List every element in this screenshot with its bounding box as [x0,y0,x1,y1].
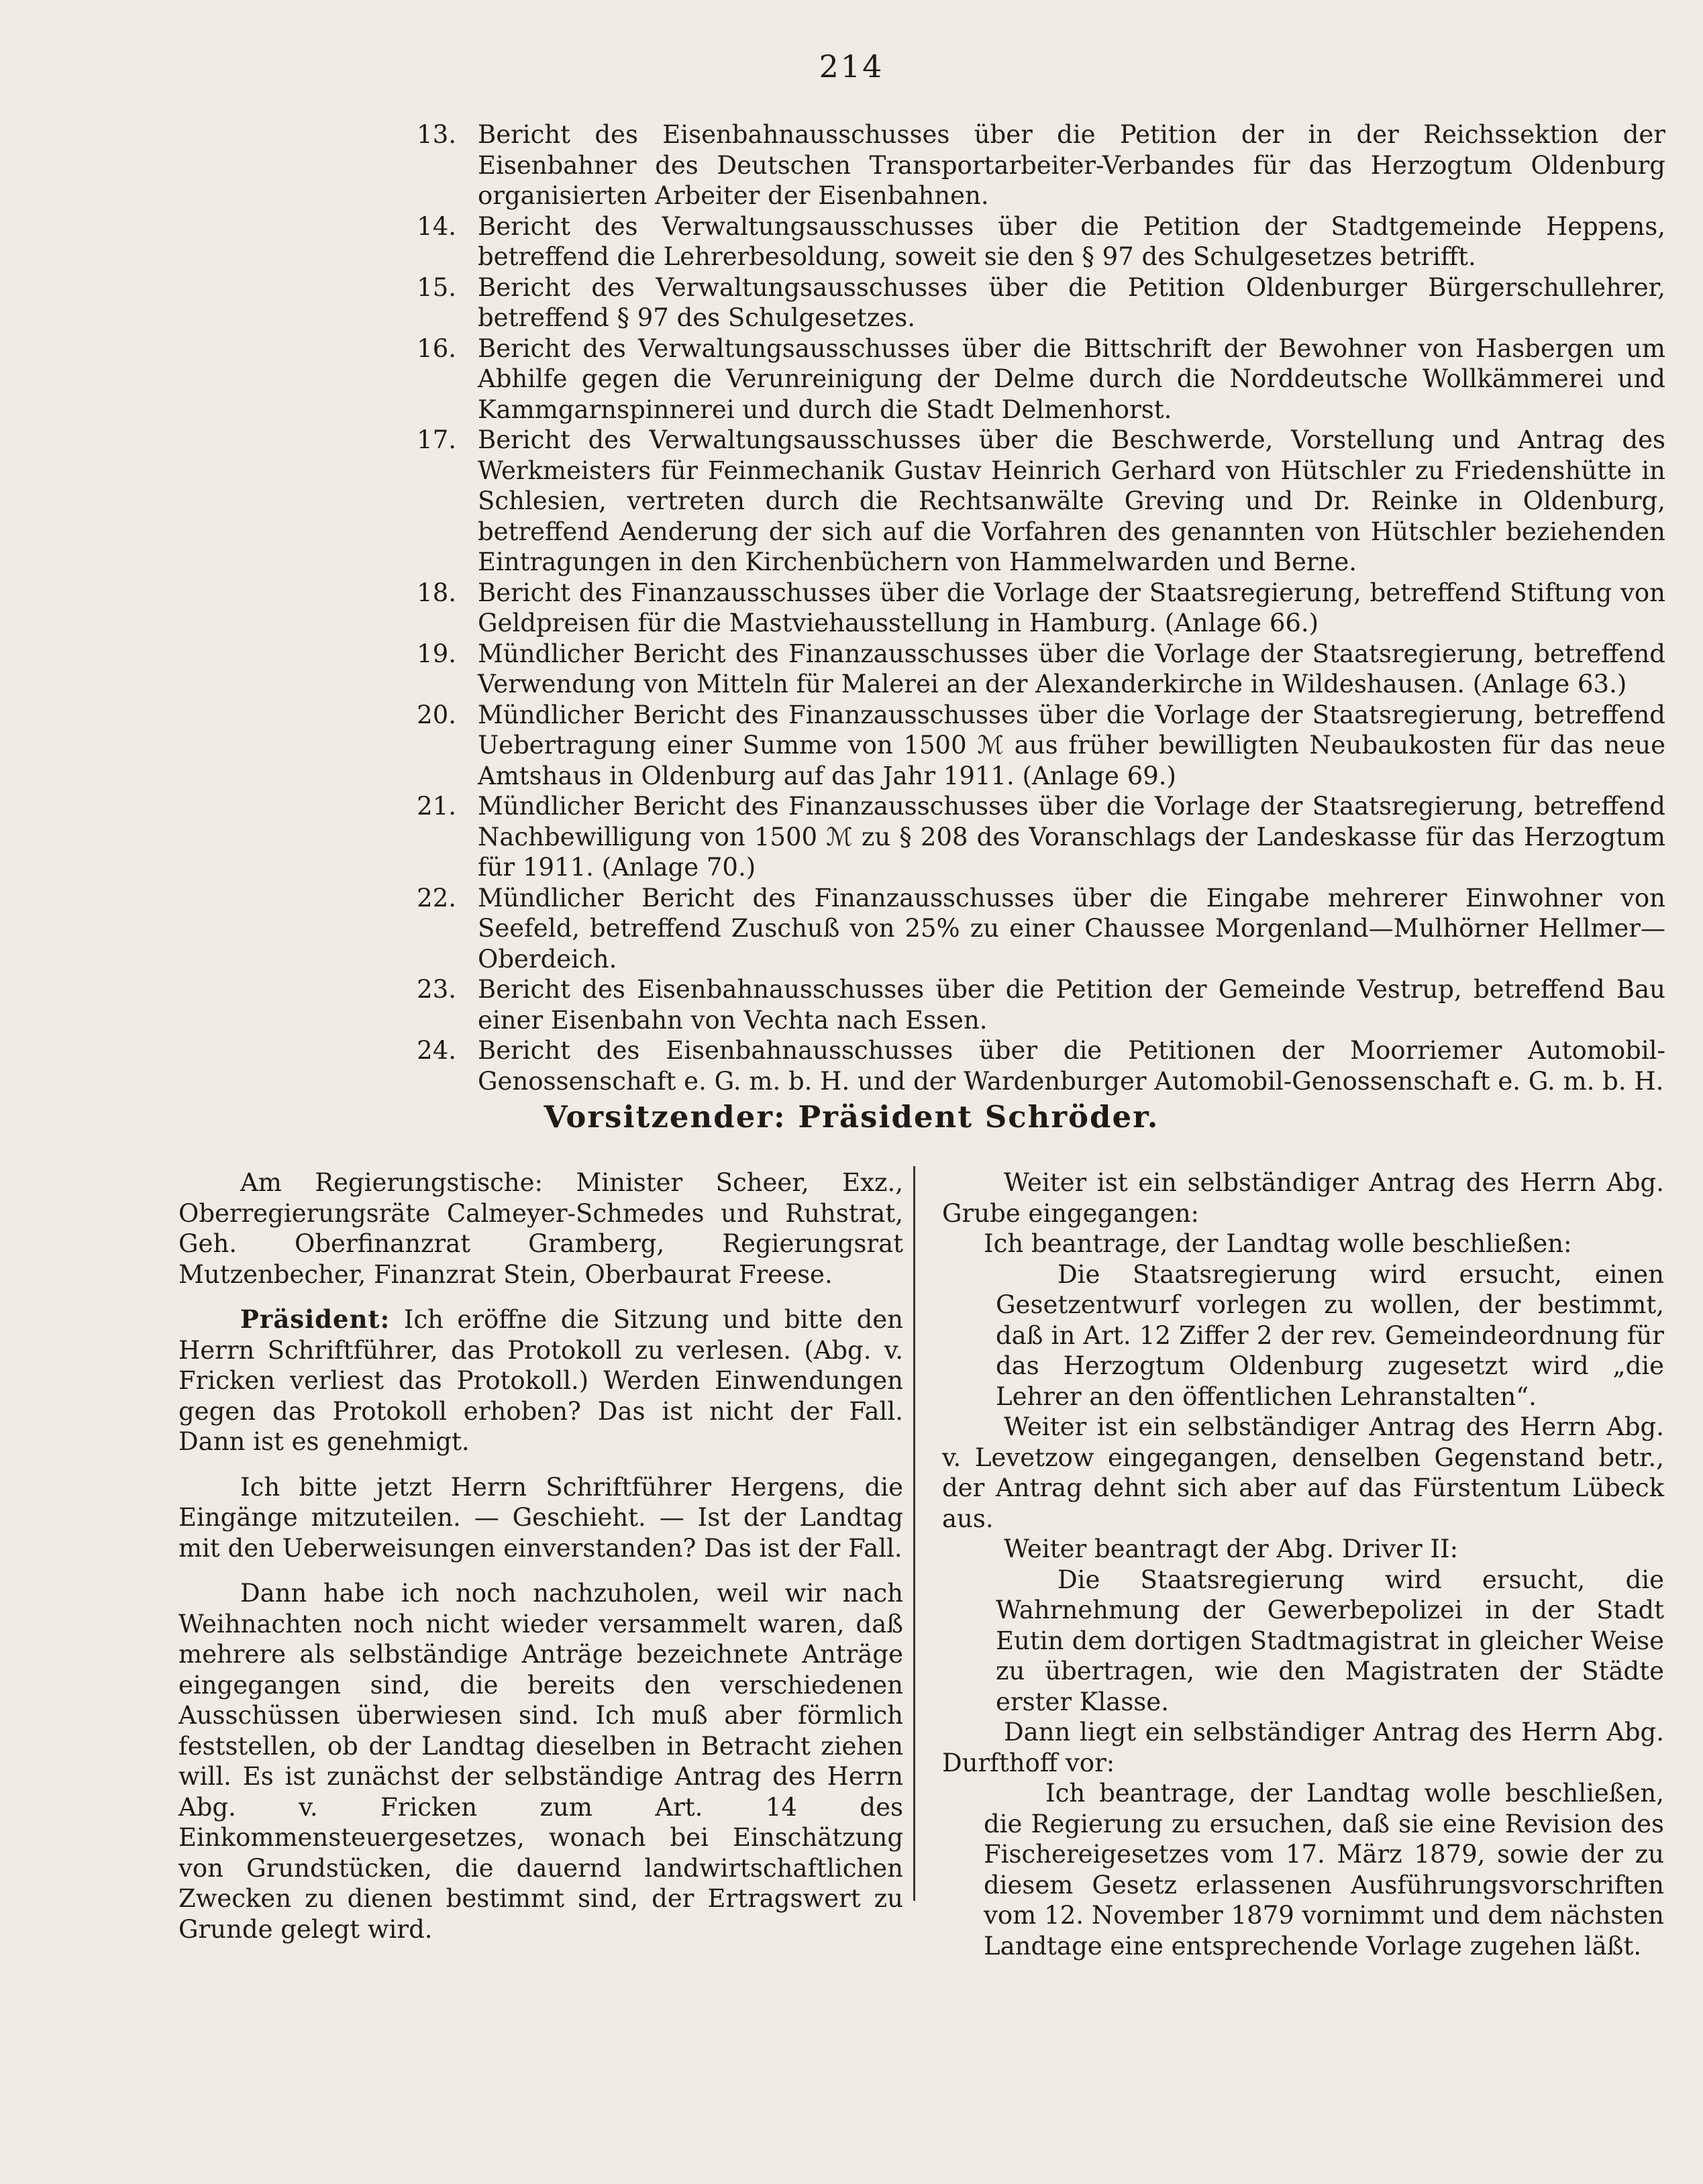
agenda-item [403,639,1665,700]
president-opening-text: Ich eröffne die Sitzung und bitte den Herrn Schriftführer, das Protokoll zu verlesen. (Abg. v. Fricken verliest das Protokoll.) Werden Einwendungen gegen das Protokoll erhoben? Das ist nicht der Fall. Dann ist es genehmigt. [178,1305,903,1456]
page-number: 214 [819,48,884,85]
agenda-item-number: 20. [417,700,456,729]
agenda-item-text: Bericht des Verwaltungsausschusses über die Bittschrift der Bewohner von Hasbergen um Abhilfe gegen die Verunreinigung der Delme durch die Norddeutsche Wollkämmerei und Kammgarnspinnerei und durch die Stadt Delmenhorst. [478,333,1665,424]
agenda-item [403,211,1665,272]
agenda-item-text: Bericht des Eisenbahnausschusses über die Petition der Gemeinde Vestrup, betreffend Bau einer Eisenbahn von Vechta nach Essen. [478,975,1665,1035]
agenda-item-text: Mündlicher Bericht des Finanzausschusses über die Vorlage der Staatsregierung, betreffend Uebertragung einer Summe von 1500 ℳ aus früher bewilligten Neubaukosten für das neue Amtshaus in Oldenburg auf das Jahr 1911. (Anlage 69.) [478,700,1665,790]
grube-motion-paragraph: Weiter ist ein selbständiger Antrag des Herrn Abg. Grube eingegangen: [942,1168,1664,1228]
left-column [178,1167,903,1959]
chair-heading: Vorsitzender: Präsident Schröder. [544,1099,1159,1135]
agenda-item-number: 24. [417,1036,456,1065]
agenda-item-number: 21. [417,792,456,821]
president-opening-paragraph [178,1304,903,1457]
agenda-item-text: Bericht des Eisenbahnausschusses über die Petition der in der Reichssektion der Eisenbahner des Deutschen Transportarbeiter-Verbandes für das Herzogtum Oldenburg organisierten Arbeiter der Eisenbahnen. [478,120,1665,210]
motions-paragraph: Dann habe ich noch nachzuholen, weil wir nach Weihnachten noch nicht wieder versammelt waren, daß mehrere als selbständige Anträge bezeichnete Anträge eingegangen sind, die bereits den verschiedenen Ausschüssen überwiesen sind. Ich muß aber förmlich feststellen, ob der Landtag dieselben in Betracht ziehen will. Es ist zunächst der selbständige Antrag des Herrn Abg. v. Fricken zum Art. 14 des Einkommensteuergesetzes, wonach bei Einschätzung von Grundstücken, die dauernd landwirtschaftlichen Zwecken zu dienen bestimmt sind, der Ertragswert zu Grunde gelegt wird. [178,1579,903,1944]
agenda-item-number: 22. [417,883,456,913]
grube-quote-intro: Ich beantrage, der Landtag wolle beschließen: [984,1229,1572,1258]
agenda-item-number: 14. [417,211,456,241]
grube-quote-body: Die Staatsregierung wird ersucht, einen Gesetzentwurf vorlegen zu wollen, der bestimmt, daß in Art. 12 Ziffer 2 der rev. Gemeindeordnung für das Herzogtum Oldenburg zugesetzt wird „die Lehrer an den öffentlichen Lehranstalten“. [996,1259,1664,1411]
agenda-item [403,791,1665,883]
agenda-item [403,578,1665,639]
agenda-item [403,700,1665,792]
agenda-item-text: Mündlicher Bericht des Finanzausschusses über die Eingabe mehrerer Einwohner von Seefeld, betreffend Zuschuß von 25% zu einer Chaussee Morgenland—Mulhörner Hellmer—Oberdeich. [478,883,1665,974]
agenda-item [403,119,1665,211]
agenda-item-text: Bericht des Verwaltungsausschusses über die Petition der Stadtgemeinde Heppens, betreffend die Lehrerbesoldung, soweit sie den § 97 des Schulgesetzes betrifft. [478,211,1665,271]
agenda-item-text: Bericht des Verwaltungsausschusses über die Beschwerde, Vorstellung und Antrag des Werkmeisters für Feinmechanik Gustav Heinrich Gerhard von Hütschler zu Friedenshütte in Schlesien, vertreten durch die Rechtsanwälte Greving und Dr. Reinke in Oldenburg, betreffend Aenderung der sich auf die Vorfahren des genannten von Hütschler beziehenden Eintragungen in den Kirchenbüchern von Hammelwarden und Berne. [478,425,1665,576]
agenda-item-number: 18. [417,578,456,607]
driver-motion-paragraph: Weiter beantragt der Abg. Driver II: [1004,1535,1459,1563]
agenda-list [403,119,1665,1096]
right-column [942,1167,1664,1976]
agenda-item-number: 17. [417,425,456,454]
agenda-item-text: Bericht des Verwaltungsausschusses über die Petition Oldenburger Bürgerschullehrer, betreffend § 97 des Schulgesetzes. [478,272,1665,332]
agenda-item-number: 23. [417,975,456,1004]
driver-quote: Die Staatsregierung wird ersucht, die Wahrnehmung der Gewerbepolizei in der Stadt Eutin dem dortigen Stadtmagistrat in gleicher Weise zu übertragen, wie den Magistraten der Städte erster Klasse. [996,1565,1664,1716]
agenda-item [403,425,1665,578]
agenda-item-number: 15. [417,272,456,302]
agenda-item-text: Bericht des Finanzausschusses über die Vorlage der Staatsregierung, betreffend Stiftung von Geldpreisen für die Mastviehausstellung in Hamburg. (Anlage 66.) [478,578,1665,637]
durfthoff-motion-paragraph: Dann liegt ein selbständiger Antrag des Herrn Abg. Durfthoff vor: [942,1718,1664,1777]
speaker-label: Präsident: [240,1304,391,1334]
agenda-item [403,1035,1665,1096]
column-divider [913,1166,915,1901]
agenda-item-number: 13. [417,120,456,149]
agenda-item-text: Mündlicher Bericht des Finanzausschusses über die Vorlage der Staatsregierung, betreffend Nachbewilligung von 1500 ℳ zu § 208 des Voranschlags der Landeskasse für das Herzogtum für 1911. (Anlage 70.) [478,792,1665,882]
agenda-item [403,974,1665,1035]
government-bench-paragraph: Am Regierungstische: Minister Scheer, Exz., Oberregierungsräte Calmeyer-Schmedes und Ruhstrat, Geh. Oberfinanzrat Gramberg, Regierungsrat Mutzenbecher, Finanzrat Stein, Oberbaurat Freese. [178,1168,903,1289]
agenda-item [403,883,1665,975]
agenda-item-text: Mündlicher Bericht des Finanzausschusses über die Vorlage der Staatsregierung, betreffend Verwendung von Mitteln für Malerei an der Alexanderkirche in Wildeshausen. (Anlage 63.) [478,639,1665,698]
levetzow-motion-paragraph: Weiter ist ein selbständiger Antrag des Herrn Abg. v. Levetzow eingegangen, denselben Gegenstand betr., der Antrag dehnt sich aber auf das Fürstentum Lübeck aus. [942,1412,1664,1533]
agenda-item [403,333,1665,425]
agenda-item [403,272,1665,333]
agenda-item-text: Bericht des Eisenbahnausschusses über die Petitionen der Moorriemer Automobil-Genossenschaft e. G. m. b. H. und der Wardenburger Automobil-Genossenschaft e. G. m. b. H. [478,1036,1665,1096]
agenda-item-number: 19. [417,639,456,668]
incoming-items-paragraph: Ich bitte jetzt Herrn Schriftführer Hergens, die Eingänge mitzuteilen. — Geschieht. — Ist der Landtag mit den Ueberweisungen einverstanden? Das ist der Fall. [178,1472,903,1563]
agenda-item-number: 16. [417,333,456,363]
durfthoff-quote: Ich beantrage, der Landtag wolle beschließen, die Regierung zu ersuchen, daß sie eine Revision des Fischereigesetzes vom 17. März 1879, sowie der zu diesem Gesetz erlassenen Ausführungsvorschriften vom 12. November 1879 vornimmt und dem nächsten Landtage eine entsprechende Vorlage zugehen läßt. [984,1779,1664,1961]
